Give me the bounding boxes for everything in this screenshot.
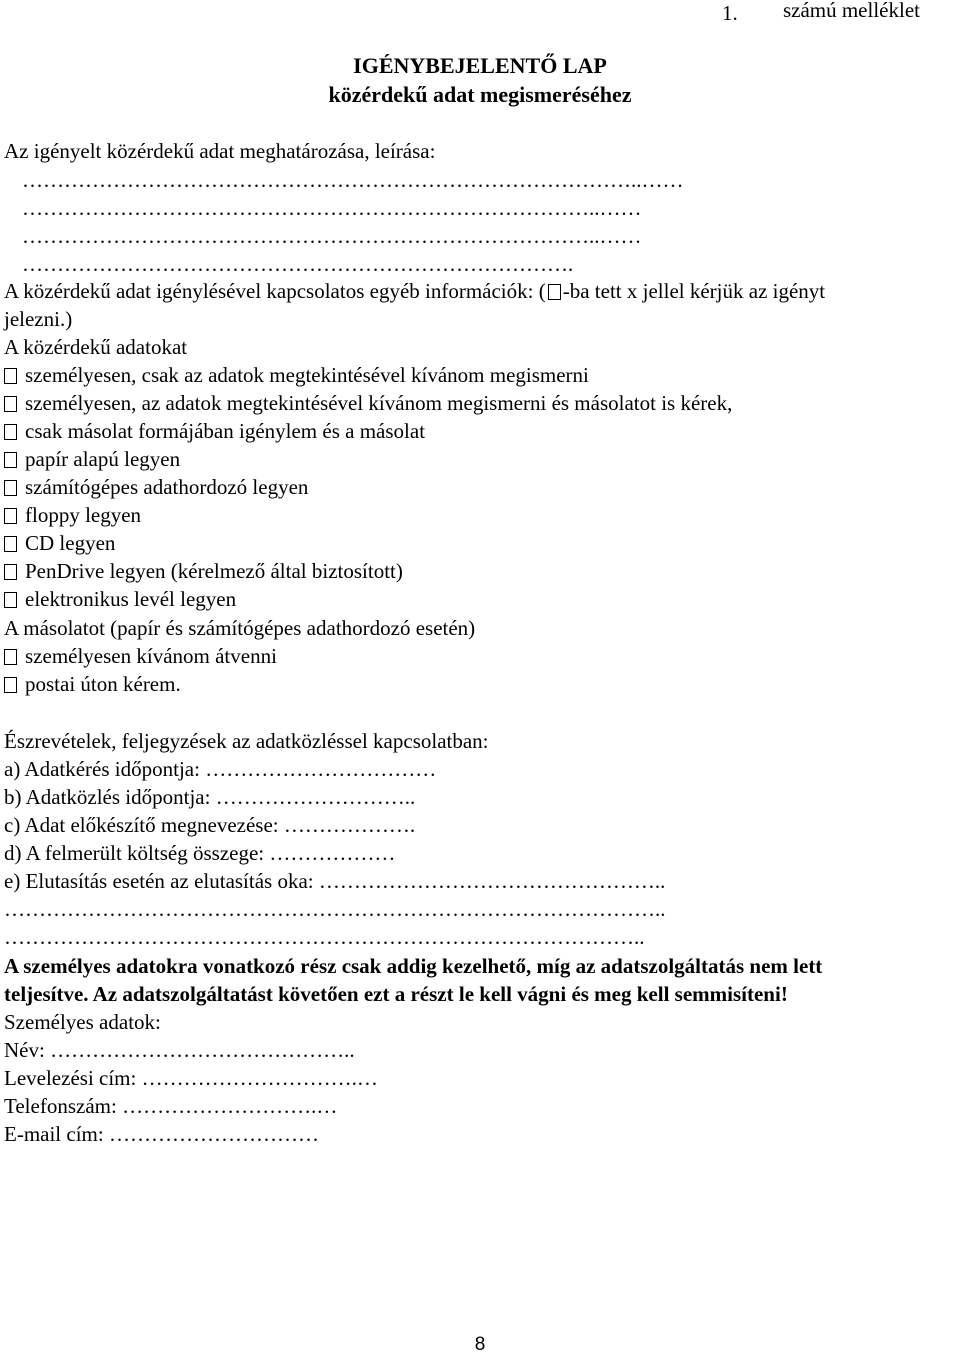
option-item[interactable]	[4, 361, 589, 389]
remark-preparer[interactable]: c) Adat előkészítő megnevezése: ……………….	[4, 813, 416, 837]
option-label: floppy legyen	[25, 503, 142, 527]
description-line-3: ………………………………………………………………………..……	[22, 224, 642, 248]
options-heading: A közérdekű adatokat	[4, 335, 188, 359]
option-label: elektronikus levél legyen	[25, 587, 237, 611]
delivery-label: postai úton kérem.	[25, 672, 181, 696]
option-label: CD legyen	[25, 531, 116, 555]
other-info-line-1	[4, 277, 825, 305]
warning-line-1: A személyes adatokra vonatkozó rész csak addig kezelhető, míg az adatszolgáltatás nem lett	[4, 954, 823, 978]
checkbox-icon	[548, 284, 561, 300]
checkbox[interactable]	[4, 677, 17, 693]
remark-request-date[interactable]: a) Adatkérés időpontja: ……………………………	[4, 757, 437, 781]
option-item[interactable]	[4, 501, 141, 529]
other-info-line-2: jelezni.)	[4, 307, 73, 331]
remarks-heading: Észrevételek, feljegyzések az adatközléssel kapcsolatban:	[4, 729, 489, 753]
option-item[interactable]	[4, 389, 732, 417]
option-label: papír alapú legyen	[25, 447, 181, 471]
delivery-option[interactable]	[4, 670, 181, 698]
checkbox[interactable]	[4, 536, 17, 552]
checkbox[interactable]	[4, 649, 17, 665]
remark-response-date[interactable]: b) Adatközlés időpontja: ………………………..	[4, 785, 416, 809]
field-name[interactable]: Név: ……………………………………..	[4, 1038, 355, 1062]
option-item[interactable]	[4, 445, 180, 473]
checkbox[interactable]	[4, 452, 17, 468]
form-title: IGÉNYBEJELENTŐ LAP	[353, 53, 607, 78]
field-phone[interactable]: Telefonszám: ……………………….…	[4, 1094, 338, 1118]
option-item[interactable]	[4, 473, 308, 501]
option-item[interactable]	[4, 417, 425, 445]
option-label: PenDrive legyen (kérelmező által biztosított)	[25, 559, 403, 583]
field-address[interactable]: Levelezési cím: ………………………….…	[4, 1066, 378, 1090]
checkbox[interactable]	[4, 480, 17, 496]
remark-continuation-line[interactable]: ………………………………………………………………………………..	[4, 925, 645, 949]
remark-rejection-reason[interactable]: e) Elutasítás esetén az elutasítás oka: …………………………………………..	[4, 869, 666, 893]
remark-continuation-line[interactable]: …………………………………………………………………………………..	[4, 897, 666, 921]
description-line-4: …………………………………………………………………….	[22, 252, 574, 276]
checkbox[interactable]	[4, 564, 17, 580]
option-item[interactable]	[4, 557, 403, 585]
field-email[interactable]: E-mail cím: …………………………	[4, 1122, 319, 1146]
checkbox[interactable]	[4, 368, 17, 384]
page-number: 8	[474, 1334, 486, 1355]
other-info-text-before: A közérdekű adat igénylésével kapcsolatos egyéb információk: (	[4, 279, 546, 303]
option-item[interactable]	[4, 585, 236, 613]
option-label: személyesen, csak az adatok megtekintésével kívánom megismerni	[25, 363, 589, 387]
delivery-option[interactable]	[4, 642, 277, 670]
remark-cost[interactable]: d) A felmerült költség összege: ………………	[4, 841, 396, 865]
checkbox[interactable]	[4, 508, 17, 524]
option-label: csak másolat formájában igénylem és a másolat	[25, 419, 426, 443]
description-line-2: ………………………………………………………………………..……	[22, 196, 642, 220]
checkbox[interactable]	[4, 592, 17, 608]
personal-heading: Személyes adatok:	[4, 1010, 161, 1034]
option-label: személyesen, az adatok megtekintésével kívánom megismerni és másolatot is kérek,	[25, 391, 733, 415]
delivery-label: személyesen kívánom átvenni	[25, 644, 277, 668]
delivery-heading: A másolatot (papír és számítógépes adathordozó esetén)	[4, 616, 476, 640]
description-line-1: ……………………………………………………………………………..……	[22, 168, 684, 192]
option-label: számítógépes adathordozó legyen	[25, 475, 309, 499]
description-label: Az igényelt közérdekű adat meghatározása, leírása:	[4, 139, 436, 163]
warning-line-2: teljesítve. Az adatszolgáltatást követően ezt a részt le kell vágni és meg kell semmisíteni!	[4, 982, 788, 1006]
annex-number: 1.	[722, 1, 738, 25]
other-info-text-after: -ba tett x jellel kérjük az igényt	[562, 279, 826, 303]
option-item[interactable]	[4, 529, 115, 557]
checkbox[interactable]	[4, 396, 17, 412]
checkbox[interactable]	[4, 424, 17, 440]
annex-label: számú melléklet	[782, 0, 920, 22]
form-subtitle: közérdekű adat megismeréséhez	[328, 82, 632, 107]
